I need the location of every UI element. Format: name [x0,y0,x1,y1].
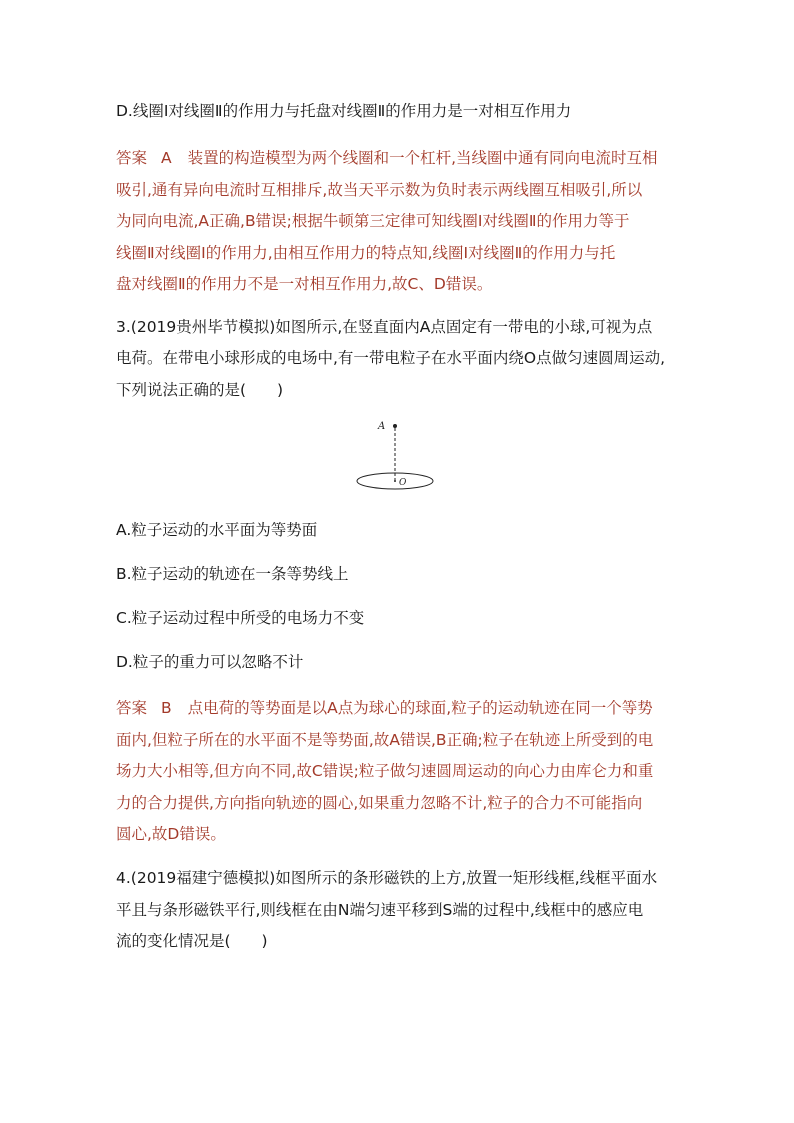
q3-option-b: B.粒子运动的轨迹在一条等势线上 [116,565,349,583]
q4-stem-line-3: 流的变化情况是( ) [116,932,268,950]
q3-option-d: D.粒子的重力可以忽略不计 [116,653,304,671]
q3-stem-line-1: 3.(2019贵州毕节模拟)如图所示,在竖直面内A点固定有一带电的小球,可视为点 [116,318,653,336]
q3-option-a: A.粒子运动的水平面为等势面 [116,521,318,539]
q3-option-c: C.粒子运动过程中所受的电场力不变 [116,609,365,627]
q3-stem-line-3: 下列说法正确的是( ) [116,381,284,399]
charge-point-a [393,424,397,428]
answer-3-line-2: 面内,但粒子所在的水平面不是等势面,故A错误,B正确;粒子在轨迹上所受到的电 [116,731,654,749]
q3-figure [350,415,440,495]
answer-2-text-1: 装置的构造模型为两个线圈和一个杠杆,当线圈中通有同向电流时互相 [187,149,658,167]
answer-3-line-3: 场力大小相等,但方向不同,故C错误;粒子做匀速圆周运动的向心力由库仑力和重 [116,762,654,780]
answer-letter: A [161,149,172,167]
answer-3-line-1 [116,698,686,718]
answer-letter: B [161,699,172,717]
answer-2-line-4: 线圈Ⅱ对线圈Ⅰ的作用力,由相互作用力的特点知,线圈Ⅰ对线圈Ⅱ的作用力与托 [116,244,616,262]
q4-stem-line-1: 4.(2019福建宁德模拟)如图所示的条形磁铁的上方,放置一矩形线框,线框平面水 [116,869,658,887]
answer-3-line-5: 圆心,故D错误。 [116,825,226,843]
answer-label: 答案 [116,149,148,167]
answer-2-line-1 [116,148,686,168]
answer-label: 答案 [116,699,148,717]
answer-3-text-1: 点电荷的等势面是以A点为球心的球面,粒子的运动轨迹在同一个等势 [187,699,653,717]
q2-option-d: D.线圈Ⅰ对线圈Ⅱ的作用力与托盘对线圈Ⅱ的作用力是一对相互作用力 [116,102,572,120]
center-point-o [394,480,396,482]
answer-3-line-4: 力的合力提供,方向指向轨迹的圆心,如果重力忽略不计,粒子的合力不可能指向 [116,794,643,812]
figure-label-o: O [399,478,407,488]
answer-2-line-5: 盘对线圈Ⅱ的作用力不是一对相互作用力,故C、D错误。 [116,275,493,293]
answer-2-line-3: 为同向电流,A正确,B错误;根据牛顿第三定律可知线圈Ⅰ对线圈Ⅱ的作用力等于 [116,212,630,230]
q4-stem-line-2: 平且与条形磁铁平行,则线框在由N端匀速平移到S端的过程中,线框中的感应电 [116,901,644,919]
answer-2-line-2: 吸引,通有异向电流时互相排斥,故当天平示数为负时表示两线圈互相吸引,所以 [116,181,643,199]
figure-label-a: A [378,421,386,432]
q3-stem-line-2: 电荷。在带电小球形成的电场中,有一带电粒子在水平面内绕O点做匀速圆周运动, [116,349,666,367]
